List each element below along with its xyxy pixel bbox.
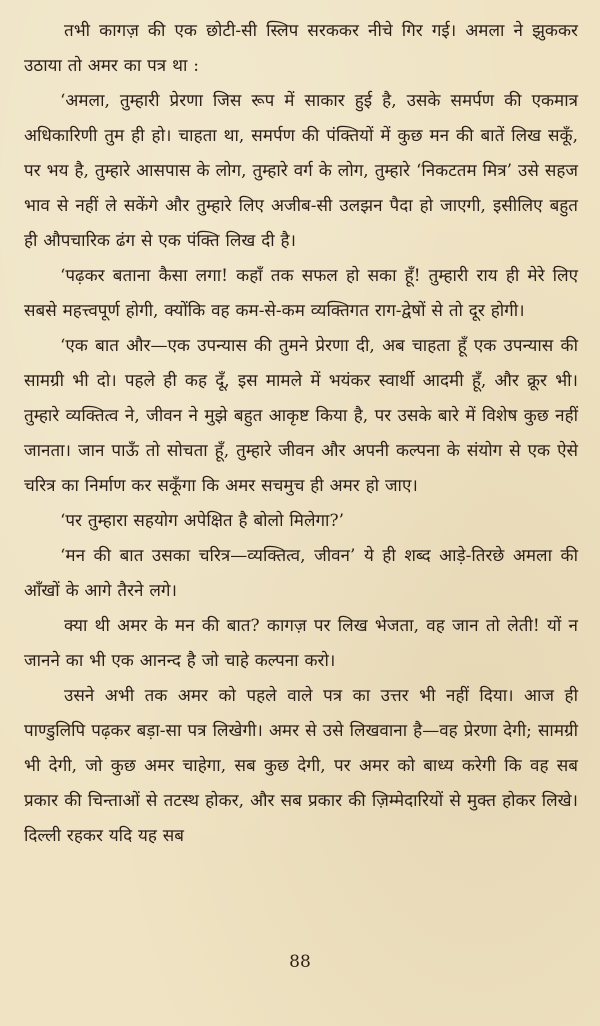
paragraph-letter-dedication: ‘अमला, तुम्हारी प्रेरणा जिस रूप में साकार हुई है, उसके समर्पण की एकमात्र अधिकारिणी तुम ही हो। चाहता था, समर्पण की पंक्तियों में कुछ मन की बातें लिख सकूँ, पर भय है, तुम्हारे आसपास के लोग, तुम्हारे वर्ग के लोग, तुम्हारे ‘निकटतम मित्र’ उसे सहज भाव से नहीं ले सकेंगे और तुम्हारे लिए अजीब-सी उलझन पैदा हो जाएगी, इसीलिए बहुत ही औपचारिक ढंग से एक पंक्ति लिख दी है। bbox=[24, 91, 578, 251]
paragraph-letter-opinion: ‘पढ़कर बताना कैसा लगा! कहाँ तक सफल हो सका हूँ! तुम्हारी राय ही मेरे लिए सबसे महत्त्वपूर्ण होगी, क्योंकि वह कम-से-कम व्यक्तिगत राग-द्वेषों से तो दूर होगी। bbox=[24, 266, 578, 321]
paragraph-words-floating: ‘मन की बात उसका चरित्र—व्यक्तित्व, जीवन’ ये ही शब्द आड़े-तिरछे अमला की आँखों के आगे तैरने लगे। bbox=[24, 546, 578, 601]
paragraph-reply-plan: उसने अभी तक अमर को पहले वाले पत्र का उत्तर भी नहीं दिया। आज ही पाण्डुलिपि पढ़कर बड़ा-सा पत्र लिखेगी। अमर से उसे लिखवाना है—वह प्रेरणा देगी; सामग्री भी देगी, जो कुछ अमर चाहेगा, सब कुछ देगी, पर अमर को बाध्य करेगी कि वह सब प्रकार की चिन्ताओं से तटस्थ होकर, और सब प्रकार की ज़िम्मेदारियों से मुक्त होकर लिखे। दिल्ली रहकर यदि यह सब bbox=[24, 686, 578, 846]
paragraph-letter-cooperation: ‘पर तुम्हारा सहयोग अपेक्षित है बोलो मिलेगा?’ bbox=[60, 511, 344, 531]
page-number: 88 bbox=[289, 952, 311, 972]
paragraph-amar-heart: क्या थी अमर के मन की बात? कागज़ पर लिख भेजता, वह जान तो लेती! यों न जानने का भी एक आनन्द है जो चाहे कल्पना करो। bbox=[24, 616, 578, 671]
paragraph-letter-novel-material: ‘एक बात और—एक उपन्यास की तुमने प्रेरणा दी, अब चाहता हूँ एक उपन्यास की सामग्री भी दो। पहले ही कह दूँ, इस मामले में भयंकर स्वार्थी आदमी हूँ, और क्रूर भी। तुम्हारे व्यक्तित्व ने, जीवन ने मुझे बहुत आकृष्ट किया है, पर उसके बारे में विशेष कुछ नहीं जानता। जान पाऊँ तो सोचता हूँ, तुम्हारे जीवन और अपनी कल्पना के संयोग से एक ऐसे चरित्र का निर्माण कर सकूँगा कि अमर सचमुच ही अमर हो जाए। bbox=[24, 336, 578, 496]
paragraph-slip-falls: तभी कागज़ की एक छोटी-सी स्लिप सरककर नीचे गिर गई। अमला ने झुककर उठाया तो अमर का पत्र था : bbox=[24, 21, 578, 76]
